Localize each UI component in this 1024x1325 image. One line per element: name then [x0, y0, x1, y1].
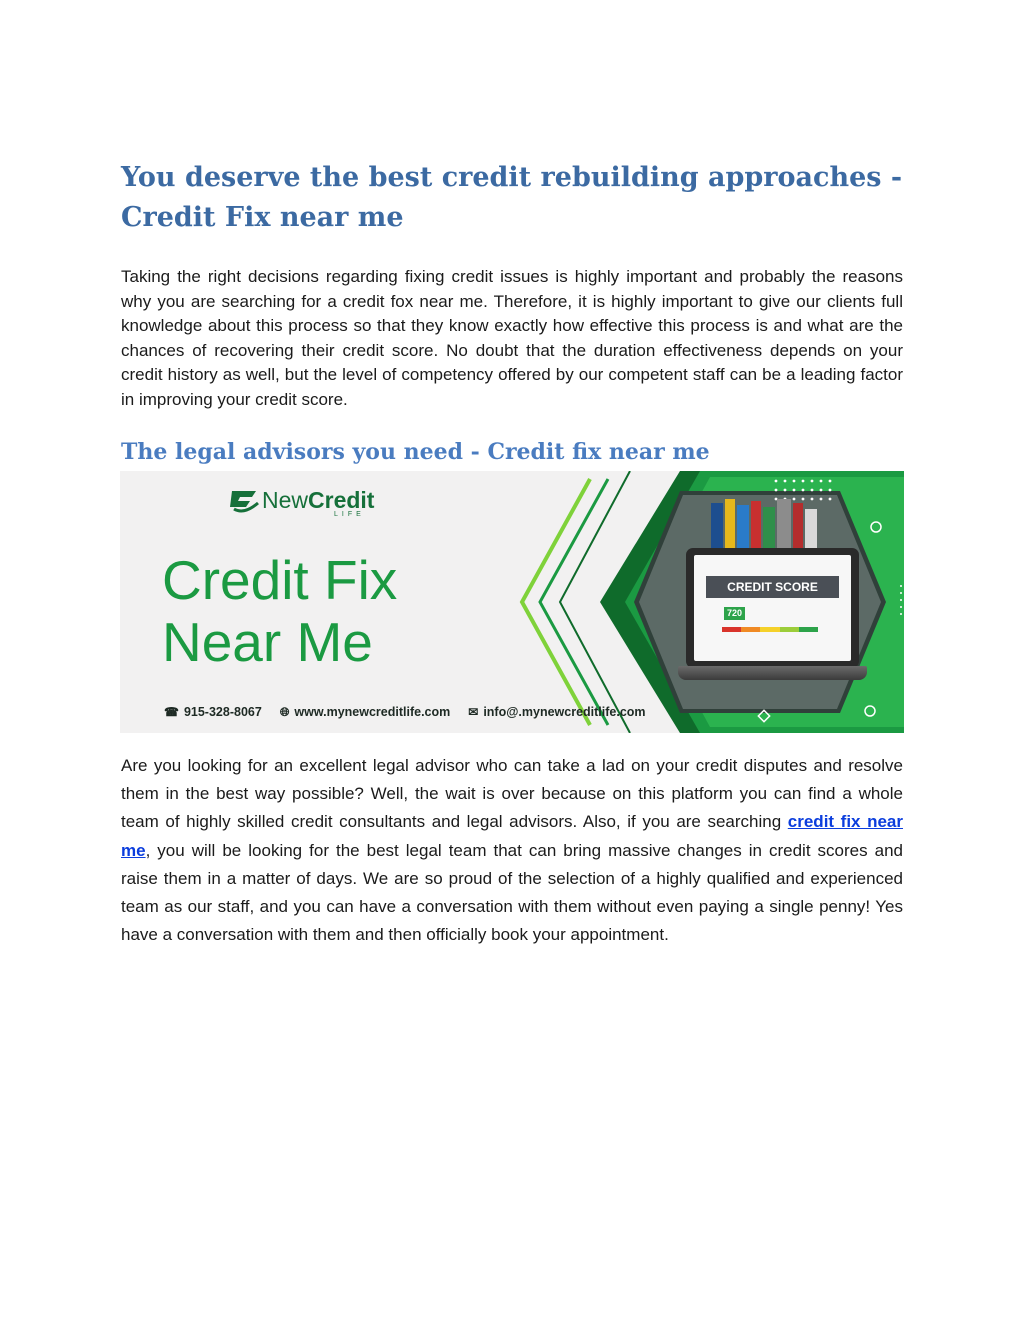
body-paragraph: Are you looking for an excellent legal advisor who can take a lad on your credit disputes and resolve them in the best way possible? Well, the wait is over because on this platform you can find a whole team of highly skilled credit consultants and legal advisors. Also, if you are searching credit fix near me, you will be looking for the best legal team that can bring massive changes in credit scores and raise them in a matter of days. We are so proud of the selection of a highly qualified and experienced team as our staff, and you can have a conversation with them without even paying a single penny! Yes have a conversation with them and then officially book your appointment.: [121, 756, 903, 945]
contact-website: [280, 705, 450, 720]
laptop-screen: [686, 548, 859, 668]
logo-subtext: LIFE: [334, 511, 365, 518]
mail-icon: ✉: [468, 705, 479, 719]
logo-text-new: New: [262, 487, 309, 513]
phone-text: 915-328-8067: [183, 705, 262, 719]
score-gauge: [722, 627, 818, 632]
laptop-base: [678, 666, 867, 680]
contact-email: [468, 705, 645, 719]
banner-title-line2: Near Me: [162, 611, 373, 673]
credit-score-value: 720: [724, 607, 745, 620]
contact-phone: [164, 705, 262, 719]
page-title: You deserve the best credit rebuilding approaches - Credit Fix near me: [121, 162, 903, 233]
banner-title: [162, 549, 522, 673]
globe-icon: 🌐︎: [279, 704, 290, 719]
laptop-image: [686, 548, 859, 698]
email-text: info@.mynewcreditlife.com: [483, 705, 646, 719]
contact-bar: [164, 704, 664, 720]
banner-title-line1: Credit Fix: [162, 549, 398, 611]
section-heading: The legal advisors you need - Credit fix near me: [121, 439, 710, 465]
credit-fix-banner: [120, 471, 904, 733]
phone-icon: ☎: [164, 705, 179, 719]
website-text: www.mynewcreditlife.com: [294, 705, 451, 719]
credit-fix-link[interactable]: credit fix near me: [121, 812, 903, 860]
newcredit-logo: [228, 487, 378, 517]
logo-text-credit: Credit: [308, 487, 375, 513]
credit-score-label: CREDIT SCORE: [706, 576, 839, 598]
intro-paragraph: Taking the right decisions regarding fixing credit issues is highly important and probably the reasons why you are searching for a credit fox near me. Therefore, it is highly important to give our clients full knowledge about this process so that they know exactly how effective this process is and what are the chances of recovering their credit score. No doubt that the duration effectiveness depends on your credit history as well, but the level of competency offered by our competent staff can be a leading factor in improving your credit score.: [121, 267, 903, 409]
